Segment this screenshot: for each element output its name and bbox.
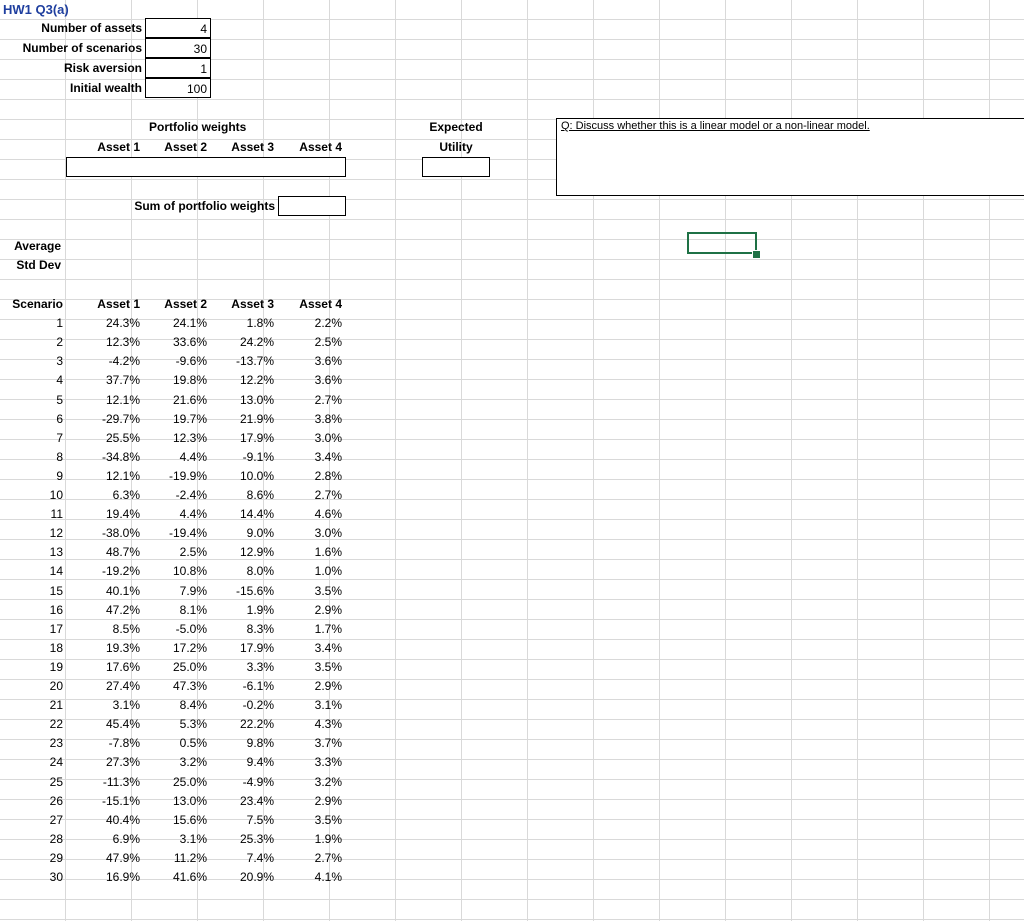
asset-2-return-cell[interactable]: 11.2% (173, 850, 207, 865)
asset-2-return-cell[interactable]: -19.4% (168, 526, 207, 541)
asset-4-return-cell[interactable]: 2.9% (314, 602, 342, 617)
asset-4-return-cell[interactable]: 4.3% (314, 717, 342, 732)
scenario-number-cell[interactable]: 9 (56, 468, 63, 483)
asset-1-return-cell[interactable]: 27.4% (105, 679, 140, 693)
scenario-number-cell[interactable]: 21 (49, 698, 63, 713)
asset-4-return-cell[interactable]: 2.8% (314, 468, 342, 483)
asset-2-return-cell[interactable]: 15.6% (172, 812, 207, 827)
asset-1-return-cell[interactable]: 16.9% (105, 870, 140, 884)
param-label: Risk aversion (63, 61, 142, 75)
asset-3-return-cell[interactable]: 23.4% (239, 793, 274, 808)
scenario-number-cell[interactable]: 3 (56, 354, 63, 369)
scenario-number-cell[interactable]: 15 (49, 583, 63, 598)
asset-2-return-cell[interactable]: -19.9% (168, 468, 207, 483)
selected-cell[interactable] (687, 232, 757, 254)
asset-4-return-cell[interactable]: 3.3% (314, 755, 342, 770)
scenario-number-cell[interactable]: 18 (49, 640, 63, 655)
asset-2-return-cell[interactable]: 5.3% (179, 717, 207, 732)
asset-4-return-cell[interactable]: 1.6% (314, 545, 342, 560)
asset-2-return-cell[interactable]: -5.0% (175, 621, 207, 636)
asset-3-return-cell[interactable]: 10.0% (239, 468, 274, 483)
asset-3-return-cell[interactable]: 8.3% (246, 621, 274, 636)
asset-2-return-cell[interactable]: 8.4% (179, 698, 207, 713)
asset-4-return-cell[interactable]: 3.5% (314, 583, 342, 598)
asset-2-return-cell[interactable]: 10.8% (172, 564, 207, 579)
expected-utility-label-1: Expected (429, 120, 483, 134)
asset-1-return-cell[interactable]: 25.5% (105, 430, 140, 445)
asset-3-return-cell[interactable]: 24.2% (239, 335, 274, 350)
weight-asset-3-header: Asset 3 (231, 140, 274, 154)
asset-2-return-cell[interactable]: 3.1% (179, 831, 207, 846)
asset-4-header: Asset 4 (299, 297, 342, 311)
asset-1-return-cell[interactable]: -15.1% (101, 793, 140, 808)
asset-2-return-cell[interactable]: 21.6% (172, 392, 207, 407)
scenario-number-cell[interactable]: 30 (49, 870, 63, 884)
sheet-title: HW1 Q3(a) (3, 2, 69, 17)
asset-4-return-cell[interactable]: 3.5% (314, 812, 342, 827)
weight-asset-4-header: Asset 4 (299, 140, 342, 154)
asset-1-return-cell[interactable]: 12.3% (105, 335, 140, 350)
asset-3-return-cell[interactable]: 14.4% (239, 507, 274, 522)
asset-1-return-cell[interactable]: 40.1% (105, 583, 140, 598)
asset-3-return-cell[interactable]: 13.0% (239, 392, 274, 407)
asset-2-return-cell[interactable]: 4.4% (179, 449, 207, 464)
asset-4-return-cell[interactable]: 1.9% (314, 831, 342, 846)
asset-1-return-cell[interactable]: 47.9% (105, 850, 140, 865)
asset-1-return-cell[interactable]: -11.3% (102, 774, 140, 789)
asset-2-return-cell[interactable]: 2.5% (179, 545, 207, 560)
asset-4-return-cell[interactable]: 3.1% (314, 698, 342, 713)
asset-4-return-cell[interactable]: 4.6% (314, 507, 342, 522)
asset-3-return-cell[interactable]: 8.6% (246, 488, 274, 502)
asset-3-return-cell[interactable]: 22.2% (239, 717, 274, 732)
asset-3-header: Asset 3 (231, 297, 274, 311)
stddev-label: Std Dev (16, 258, 61, 272)
scenario-header: Scenario (12, 297, 63, 311)
asset-3-return-cell[interactable]: 9.8% (246, 736, 274, 751)
asset-1-return-cell[interactable]: 24.3% (105, 316, 140, 331)
asset-2-return-cell[interactable]: 8.1% (179, 602, 207, 617)
weight-asset-1-header: Asset 1 (97, 140, 140, 154)
scenario-number-cell[interactable]: 1 (56, 316, 63, 331)
asset-2-return-cell[interactable]: 33.6% (172, 335, 207, 350)
asset-3-return-cell[interactable]: 12.9% (239, 545, 274, 560)
scenario-number-cell[interactable]: 28 (49, 831, 63, 846)
asset-1-return-cell[interactable]: 12.1% (105, 468, 140, 483)
asset-1-return-cell[interactable]: -19.2% (101, 564, 140, 579)
asset-1-return-cell[interactable]: 6.3% (112, 488, 140, 502)
asset-2-return-cell[interactable]: 4.4% (179, 507, 207, 522)
asset-3-return-cell[interactable]: 3.3% (246, 659, 274, 674)
asset-2-return-cell[interactable]: -2.4% (175, 488, 207, 502)
scenario-number-cell[interactable]: 7 (56, 430, 63, 445)
asset-1-header: Asset 1 (97, 297, 140, 311)
asset-4-return-cell[interactable]: 2.7% (314, 488, 342, 502)
param-label: Number of scenarios (22, 41, 142, 55)
asset-3-return-cell[interactable]: -15.6% (235, 583, 274, 598)
expected-utility-label-2: Utility (439, 140, 473, 154)
weight-asset-2-header: Asset 2 (164, 140, 207, 154)
asset-2-return-cell[interactable]: 7.9% (179, 583, 207, 598)
average-label: Average (14, 239, 61, 253)
asset-4-return-cell[interactable]: 2.9% (314, 793, 342, 808)
asset-3-return-cell[interactable]: -6.1% (242, 679, 274, 693)
scenario-number-cell[interactable]: 14 (49, 564, 63, 579)
asset-3-return-cell[interactable]: 7.5% (246, 812, 274, 827)
asset-2-return-cell[interactable]: 13.0% (172, 793, 207, 808)
asset-4-return-cell[interactable]: 3.6% (314, 373, 342, 388)
asset-1-return-cell[interactable]: -7.8% (108, 736, 140, 751)
asset-3-return-cell[interactable]: 7.4% (246, 850, 274, 865)
asset-4-return-cell[interactable]: 3.0% (314, 526, 342, 541)
asset-4-return-cell[interactable]: 3.6% (314, 354, 342, 369)
asset-1-return-cell[interactable]: 37.7% (105, 373, 140, 388)
asset-3-return-cell[interactable]: 1.8% (246, 316, 274, 331)
expected-utility-cell[interactable] (422, 157, 490, 177)
asset-4-return-cell[interactable]: 2.7% (314, 392, 342, 407)
asset-3-return-cell[interactable]: 9.0% (246, 526, 274, 541)
asset-1-return-cell[interactable]: -4.2% (108, 354, 140, 369)
asset-3-return-cell[interactable]: -13.7% (235, 354, 274, 369)
asset-1-return-cell[interactable]: 19.3% (105, 640, 140, 655)
asset-3-return-cell[interactable]: 17.9% (239, 640, 274, 655)
asset-2-return-cell[interactable]: 0.5% (179, 736, 207, 751)
scenario-number-cell[interactable]: 11 (50, 507, 63, 522)
asset-1-return-cell[interactable]: 6.9% (112, 831, 140, 846)
asset-4-return-cell[interactable]: 3.2% (314, 774, 342, 789)
portfolio-weights-input-range[interactable] (66, 157, 346, 177)
asset-3-return-cell[interactable]: 20.9% (239, 870, 274, 884)
asset-4-return-cell[interactable]: 2.7% (314, 850, 342, 865)
scenario-number-cell[interactable]: 13 (49, 545, 63, 560)
scenario-number-cell[interactable]: 6 (56, 411, 63, 426)
initial-wealth-cell[interactable]: 100 (145, 78, 211, 98)
asset-3-return-cell[interactable]: -0.2% (242, 698, 274, 713)
asset-4-return-cell[interactable]: 3.4% (314, 449, 342, 464)
asset-1-return-cell[interactable]: 12.1% (105, 392, 140, 407)
asset-4-return-cell[interactable]: 3.8% (314, 411, 342, 426)
asset-2-return-cell[interactable]: 19.7% (172, 411, 207, 426)
scenario-number-cell[interactable]: 8 (56, 449, 63, 464)
asset-2-return-cell[interactable]: -9.6% (175, 354, 207, 369)
scenario-number-cell[interactable]: 16 (49, 602, 63, 617)
asset-2-return-cell[interactable]: 3.2% (179, 755, 207, 770)
scenario-number-cell[interactable]: 2 (56, 335, 63, 350)
asset-1-return-cell[interactable]: 40.4% (105, 812, 140, 827)
asset-4-return-cell[interactable]: 2.5% (314, 335, 342, 350)
asset-2-return-cell[interactable]: 24.1% (172, 316, 207, 331)
param-label: Initial wealth (69, 81, 142, 95)
scenario-number-cell[interactable]: 25 (49, 774, 63, 789)
asset-4-return-cell[interactable]: 1.0% (314, 564, 342, 579)
scenario-number-cell[interactable]: 10 (49, 488, 63, 502)
asset-3-return-cell[interactable]: -9.1% (242, 449, 274, 464)
asset-4-return-cell[interactable]: 4.1% (314, 870, 342, 884)
asset-4-return-cell[interactable]: 3.4% (314, 640, 342, 655)
scenario-number-cell[interactable]: 12 (49, 526, 63, 541)
asset-1-return-cell[interactable]: 3.1% (112, 698, 140, 713)
scenario-number-cell[interactable]: 27 (49, 812, 63, 827)
asset-2-return-cell[interactable]: 25.0% (172, 774, 207, 789)
question-text: Q: Discuss whether this is a linear model or a non-linear model. (561, 120, 870, 132)
asset-1-return-cell[interactable]: -34.8% (101, 449, 140, 464)
asset-4-return-cell[interactable]: 2.2% (314, 316, 342, 331)
asset-2-return-cell[interactable]: 12.3% (172, 430, 207, 445)
scenario-number-cell[interactable]: 5 (56, 392, 63, 407)
asset-3-return-cell[interactable]: 9.4% (246, 755, 274, 770)
asset-3-return-cell[interactable]: 25.3% (239, 831, 274, 846)
sum-of-weights-cell[interactable] (278, 196, 346, 216)
asset-1-return-cell[interactable]: 8.5% (112, 621, 140, 636)
asset-4-return-cell[interactable]: 3.7% (314, 736, 342, 751)
asset-3-return-cell[interactable]: 17.9% (239, 430, 274, 445)
scenario-number-cell[interactable]: 26 (49, 793, 63, 808)
asset-1-return-cell[interactable]: 47.2% (105, 602, 140, 617)
asset-4-return-cell[interactable]: 2.9% (314, 679, 342, 693)
asset-1-return-cell[interactable]: 17.6% (105, 659, 140, 674)
asset-2-return-cell[interactable]: 47.3% (172, 679, 207, 693)
asset-1-return-cell[interactable]: -38.0% (101, 526, 140, 541)
risk-aversion-cell[interactable]: 1 (145, 58, 211, 78)
number-of-assets-cell[interactable]: 4 (145, 18, 211, 38)
asset-4-return-cell[interactable]: 3.0% (314, 430, 342, 445)
number-of-scenarios-cell[interactable]: 30 (145, 38, 211, 58)
scenario-number-cell[interactable]: 17 (49, 621, 63, 636)
scenario-number-cell[interactable]: 4 (56, 373, 63, 388)
asset-3-return-cell[interactable]: 21.9% (239, 411, 274, 426)
asset-1-return-cell[interactable]: 48.7% (105, 545, 140, 560)
asset-4-return-cell[interactable]: 3.5% (314, 659, 342, 674)
scenario-number-cell[interactable]: 20 (49, 679, 63, 693)
asset-2-header: Asset 2 (164, 297, 207, 311)
scenario-number-cell[interactable]: 24 (49, 755, 63, 770)
asset-1-return-cell[interactable]: 27.3% (105, 755, 140, 770)
scenario-number-cell[interactable]: 22 (49, 717, 63, 732)
asset-1-return-cell[interactable]: 19.4% (105, 507, 140, 522)
asset-3-return-cell[interactable]: 8.0% (246, 564, 274, 579)
asset-3-return-cell[interactable]: 12.2% (239, 373, 274, 388)
scenario-number-cell[interactable]: 23 (49, 736, 63, 751)
asset-2-return-cell[interactable]: 25.0% (172, 659, 207, 674)
portfolio-weights-header: Portfolio weights (149, 120, 247, 134)
fill-handle[interactable] (752, 250, 761, 259)
sum-of-weights-label: Sum of portfolio weights (134, 199, 275, 213)
question-textbox[interactable] (556, 118, 1024, 196)
scenario-number-cell[interactable]: 29 (49, 850, 63, 865)
asset-2-return-cell[interactable]: 19.8% (172, 373, 207, 388)
asset-2-return-cell[interactable]: 17.2% (172, 640, 207, 655)
asset-1-return-cell[interactable]: -29.7% (101, 411, 140, 426)
asset-4-return-cell[interactable]: 1.7% (314, 621, 342, 636)
scenario-number-cell[interactable]: 19 (49, 659, 63, 674)
asset-3-return-cell[interactable]: -4.9% (242, 774, 274, 789)
asset-3-return-cell[interactable]: 1.9% (246, 602, 274, 617)
asset-2-return-cell[interactable]: 41.6% (172, 870, 207, 884)
param-label: Number of assets (41, 21, 142, 35)
asset-1-return-cell[interactable]: 45.4% (105, 717, 140, 732)
